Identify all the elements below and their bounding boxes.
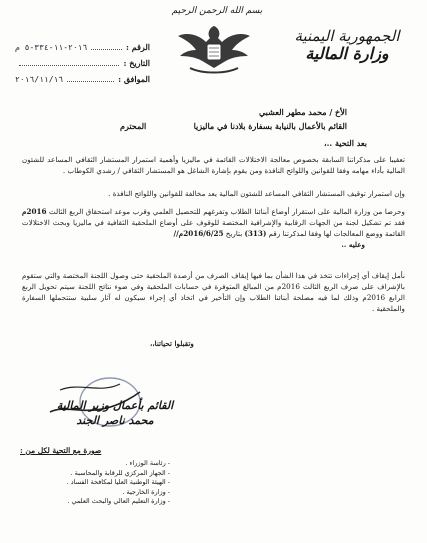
copies-title: صورة مع التحية لكل من : [20, 446, 102, 455]
paragraph-1: تعقيبا على مذكراتنا السابقة بخصوص معالجة الاختلالات القائمة في ماليزيا وأهمية استمرار المستشار الثقافي المساعد للشئون المالية بأداء مهامه وفقا للقوانين واللوائح النافذة ومن يقوم بإشارة الشاغل هو المستشار الثقافي / رشدي الكوطاب . [22, 155, 405, 175]
paragraph-3-c: بتاريخ [223, 229, 245, 238]
signature-block [55, 398, 175, 428]
ref-corresponding-row [15, 74, 150, 84]
addressee-name: الأخ / محمد مطهر العشبي [259, 107, 347, 117]
signature-title: القائم بأعمال وزير المالية [56, 399, 174, 412]
closing: وتقبلوا تحياتنا،، [150, 339, 194, 348]
paragraph-3 [22, 206, 405, 250]
list-item: - الجهاز المركزي للرقابة والمحاسبة . [70, 468, 170, 477]
list-item: - رئاسة الوزراء . [125, 459, 170, 467]
paragraph-3-date: 2016/6/25م// [173, 229, 224, 238]
copies-list [20, 459, 170, 507]
paragraph-4: نأمل إيقاف أي إجراءات تتخذ في هذا الشأن بما فيها إيقاف الصرف من أرصدة الملحقية حتى وصول اللجنة المختصة والتي ستقوم بالإشراف على صرف الربع الثالث 2016م من المبالغ المتوفرة في حسابات الملحقية وفي ضوء نتائج اللجنة سيتم تحويل الربع الرابع 2016م وذلك لما فيه مصلحة أبنائنا الطلاب وإن التأخير في اتخاذ أي إجراء سيكون له آثار سلبية ستتحملها السفارة والملحقية . [22, 271, 405, 313]
ref-corresponding-value: ٢٠١٦/١١/١٦ [15, 75, 64, 84]
paragraph-3-a: وحرصا من وزارة المالية على استقرار أوضاع أبنائنا الطلاب وتفرغهم للتحصيل العلمي وقرب موعد استحقاق الربع الثالث [46, 207, 405, 216]
paragraph-3-year: 2016م [22, 207, 47, 216]
paragraph-3-ref: (313) [244, 229, 267, 238]
signature-name: محمد ناصر الجند [76, 414, 154, 427]
ref-number-row [15, 42, 150, 52]
ref-date-row [15, 58, 150, 68]
letterhead-title [287, 28, 407, 63]
ref-date-label: التاريخ : [123, 58, 150, 68]
ref-number-label: الرقم : [126, 42, 150, 52]
ministry-name: وزارة المالية [305, 44, 389, 63]
addressee-honorific: المحترم [120, 121, 147, 131]
paragraph-3-end: وعليه .. [341, 240, 365, 249]
list-item: - وزارة الخارجية . [122, 487, 170, 496]
republic-name: الجمهورية اليمنية [294, 27, 400, 45]
list-item: - الهيئة الوطنية العليا لمكافحة الفساد . [66, 478, 170, 487]
paragraph-3-b: فقد تم تشكيل لجنة من الجهات الرقابية والإشرافية المختصة للوقوف على أوضاع الملحقية الثقافية في ماليزيا وبحث الاختلالات القائمة ووضع المعالجات لها وفقا لمذكرتنا رقم [22, 218, 405, 238]
ref-corresponding-line [67, 74, 114, 82]
yemen-eagle-emblem-icon [176, 22, 252, 76]
greeting: بعد التحية ..، [324, 138, 367, 148]
list-item: - وزارة التعليم العالي والبحث العلمي . [67, 497, 170, 506]
addressee-title: القائم بالأعمال بالنيابة بسفارة بلادنا في ماليزيا [193, 121, 347, 131]
ref-date-line [19, 58, 119, 66]
paragraph-2: وإن استمرار توقيف المستشار الثقافي المساعد للشئون المالية يعد مخالفة للقوانين واللوائح النافذة . [108, 189, 405, 198]
ref-number-line [91, 42, 122, 50]
basmala: بسم الله الرحمن الرحيم [171, 6, 263, 16]
ref-number-value: ٢٠١٦-١١-٣٣٤-٥ م [15, 43, 88, 52]
ref-corresponding-label: الموافق : [118, 74, 150, 84]
